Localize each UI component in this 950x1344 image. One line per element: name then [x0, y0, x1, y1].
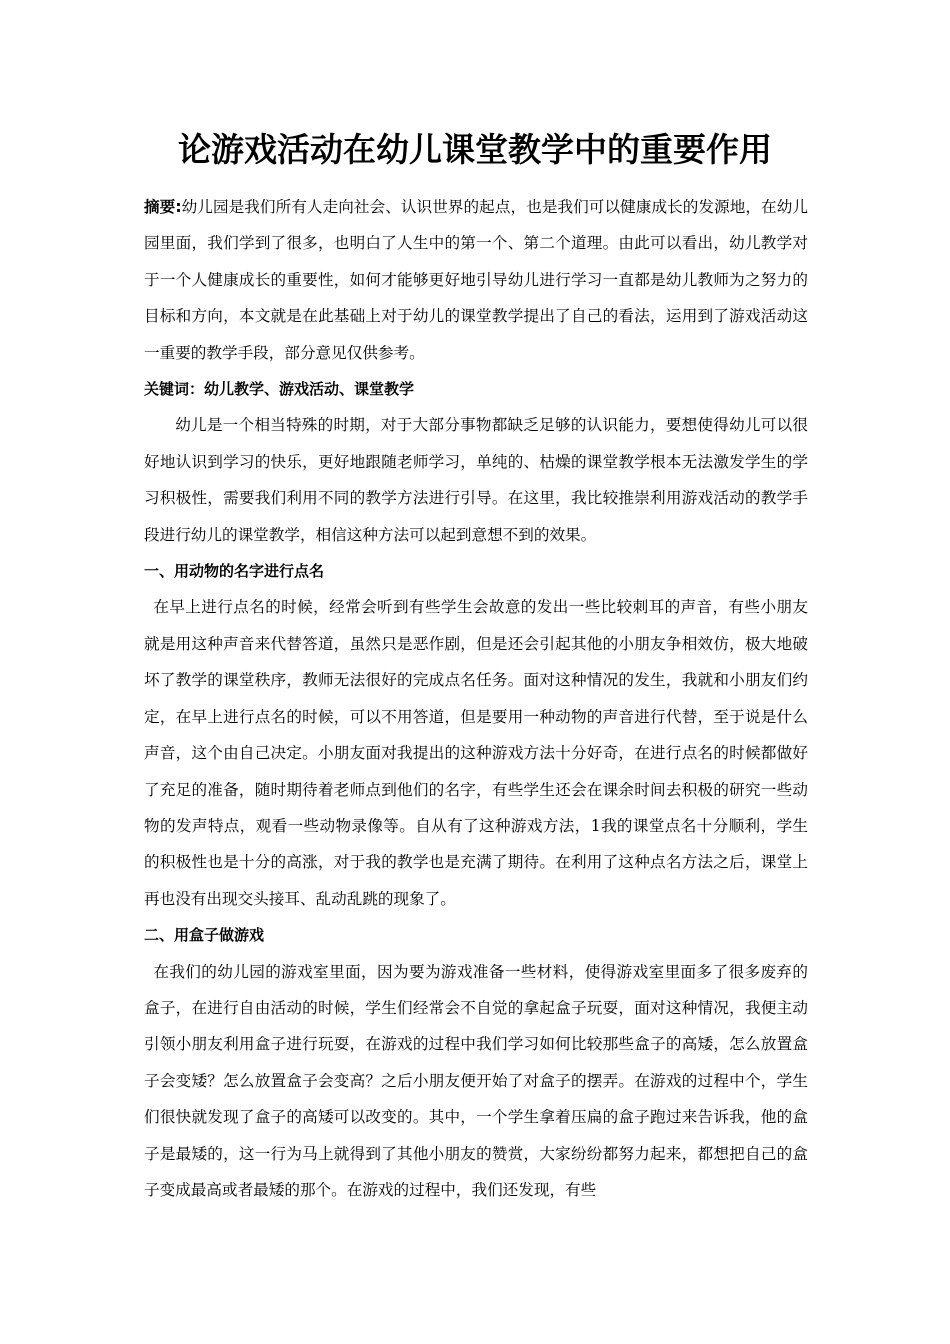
abstract-text: 幼儿园是我们所有人走向社会、认识世界的起点，也是我们可以健康成长的发源地，在幼儿园里面，我们学到了很多，也明白了人生中的第一个、第二个道理。由此可以看出，幼儿教学对于一个人健康成长的重要性，如何才能够更好地引导幼儿进行学习一直都是幼儿教师为之努力的目标和方向，本文就是在此基础上对于幼儿的课堂教学提出了自己的看法，运用到了游戏活动这一重要的教学手段，部分意见仅供参考。	[144, 198, 808, 362]
abstract-paragraph	[144, 189, 808, 371]
section-heading-2: 二、用盒子做游戏	[144, 926, 265, 945]
intro-paragraph: 幼儿是一个相当特殊的时期，对于大部分事物都缺乏足够的认识能力，要想使得幼儿可以很好地认识到学习的快乐，更好地跟随老师学习，单纯的、枯燥的课堂教学根本无法激发学生的学习积极性，需要我们利用不同的教学方法进行引导。在这里，我比较推崇利用游戏活动的教学手段进行幼儿的课堂教学，相信这种方法可以起到意想不到的效果。	[144, 416, 808, 544]
keywords-line: 关键词：幼儿教学、游戏活动、课堂教学	[144, 380, 415, 399]
section-paragraph-1: 在早上进行点名的时候，经常会听到有些学生会故意的发出一些比较刺耳的声音，有些小朋友就是用这种声音来代替答道，虽然只是恶作剧，但是还会引起其他的小朋友争相效仿，极大地破坏了教学的课堂秩序，教师无法很好的完成点名任务。面对这种情况的发生，我就和小朋友们约定，在早上进行点名的时候，可以不用答道，但是要用一种动物的声音进行代替，至于说是什么声音，这个由自己决定。小朋友面对我提出的这种游戏方法十分好奇，在进行点名的时候都做好了充足的准备，随时期待着老师点到他们的名字，有些学生还会在课余时间去积极的研究一些动物的发声特点，观看一些动物录像等。自从有了这种游戏方法，1我的课堂点名十分顺利，学生的积极性也是十分的高涨，对于我的教学也是充满了期待。在利用了这种点名方法之后，课堂上再也没有出现交头接耳、乱动乱跳的现象了。	[144, 598, 808, 908]
section-heading-1: 一、用动物的名字进行点名	[144, 562, 325, 581]
document-body	[144, 189, 808, 1208]
section-paragraph-2: 在我们的幼儿园的游戏室里面，因为要为游戏准备一些材料，使得游戏室里面多了很多废弃的盒子，在进行自由活动的时候，学生们经常会不自觉的拿起盒子玩耍，面对这种情况，我便主动引领小朋友利用盒子进行玩耍，在游戏的过程中我们学习如何比较那些盒子的高矮，怎么放置盒子会变矮？怎么放置盒子会变高？之后小朋友便开始了对盒子的摆弄。在游戏的过程中个，学生们很快就发现了盒子的高矮可以改变的。其中，一个学生拿着压扁的盒子跑过来告诉我，他的盒子是最矮的，这一行为马上就得到了其他小朋友的赞赏，大家纷纷都努力起来，都想把自己的盒子变成最高或者最矮的那个。在游戏的过程中，我们还发现，有些	[144, 962, 808, 1199]
abstract-label: 摘要:	[144, 198, 182, 216]
document-title: 论游戏活动在幼儿课堂教学中的重要作用	[178, 130, 772, 169]
